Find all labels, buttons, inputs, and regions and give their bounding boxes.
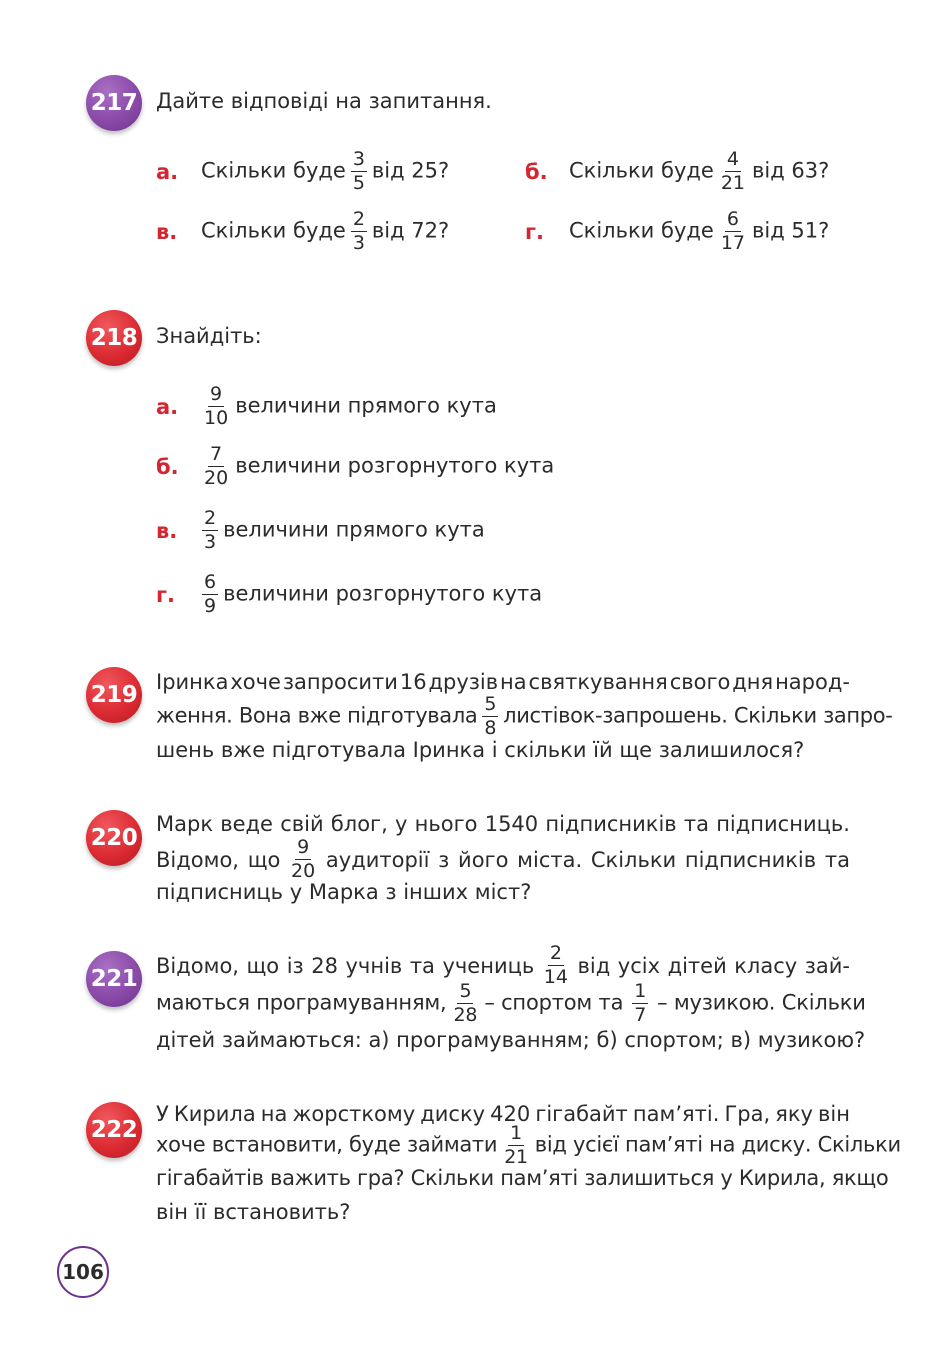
denominator: 3 (352, 232, 365, 254)
word: 16 (399, 670, 427, 694)
numerator: 1 (510, 1122, 522, 1144)
item-text: від 72? (371, 218, 450, 243)
fraction (351, 150, 367, 193)
problem-221-line-1 (156, 944, 850, 987)
text: хоче встановити, буде займати (156, 1132, 498, 1157)
fraction (351, 210, 367, 253)
problem-number-badge: 222 (86, 1102, 142, 1158)
text: маються програмуванням, (156, 990, 447, 1015)
item-text: величини розгорнутого кута (235, 453, 555, 478)
word: 420 (490, 1102, 531, 1126)
word: учнів (345, 953, 403, 978)
word: Відомо, (156, 953, 239, 978)
problem-number-badge: 218 (86, 310, 142, 366)
problem-220-line-3: підписниць у Марка з інших міст? (156, 880, 532, 904)
word: жорсткому (292, 1102, 416, 1126)
fraction (202, 573, 218, 616)
word: із (286, 953, 304, 978)
word: що (246, 953, 280, 978)
word: 1540 (484, 812, 539, 836)
word: Іринка (156, 670, 229, 694)
item-text: від 25? (371, 158, 450, 183)
item-text: величини прямого кута (235, 393, 497, 418)
fraction (542, 944, 570, 987)
text: – музикою. Скільки (657, 990, 866, 1015)
fraction (202, 445, 230, 488)
word: він (818, 1102, 850, 1126)
word: хоче (230, 670, 281, 694)
numerator: 6 (204, 571, 217, 593)
denominator: 5 (352, 172, 365, 194)
denominator: 20 (291, 860, 316, 882)
fraction (202, 509, 218, 552)
fraction (289, 838, 317, 881)
problem-218-item-v (197, 509, 485, 552)
problem-217-item-a (201, 150, 449, 193)
word: на (500, 670, 527, 694)
word: підписників (684, 847, 817, 872)
numerator: 9 (297, 836, 310, 858)
problem-number-badge: 217 (86, 75, 142, 131)
item-text: Скільки буде (569, 158, 714, 183)
problem-222-line-2 (156, 1124, 901, 1167)
word: його (458, 847, 509, 872)
word: свого (669, 670, 731, 694)
problem-218-item-g (197, 573, 542, 616)
problem-217-item-v (201, 210, 449, 253)
word: друзів (428, 670, 499, 694)
item-text: Скільки буде (569, 218, 714, 243)
problem-218-title: Знайдіть: (156, 324, 262, 348)
word: дня (732, 670, 774, 694)
problem-number-badge: 221 (86, 951, 142, 1007)
text: від усієї пам’яті на диску. Скільки (534, 1132, 901, 1157)
denominator: 14 (543, 966, 568, 988)
word: гігабайт (535, 1102, 628, 1126)
numerator: 9 (210, 383, 223, 405)
numerator: 2 (352, 208, 365, 230)
item-text: величини розгорнутого кута (223, 581, 543, 606)
problem-218-item-b (197, 445, 554, 488)
problem-218-item-a (197, 385, 497, 428)
item-text: величини прямого кута (223, 517, 485, 542)
item-letter: б. (156, 455, 179, 479)
denominator: 7 (634, 1004, 647, 1026)
word: міста. (517, 847, 583, 872)
numerator: 4 (726, 148, 739, 170)
word: святкування (528, 670, 668, 694)
problem-220-line-2 (156, 838, 850, 881)
item-letter: в. (156, 220, 178, 244)
word: блог, (330, 812, 388, 836)
item-text: Скільки буде (201, 218, 346, 243)
text: – спортом та (484, 990, 624, 1015)
denominator: 28 (453, 1004, 478, 1026)
fraction (482, 695, 498, 738)
word: Марк (156, 812, 214, 836)
fraction (632, 982, 648, 1025)
numerator: 7 (210, 443, 223, 465)
denominator: 8 (484, 717, 497, 739)
problem-222-line-3: гігабайтів важить гра? Скільки пам’яті залишиться у Кирила, якщо (156, 1166, 889, 1190)
problem-217-item-b (569, 150, 829, 193)
word: аудиторії (325, 847, 430, 872)
numerator: 6 (726, 208, 739, 230)
problem-219-line-2 (156, 695, 893, 738)
word: з (438, 847, 450, 872)
item-text: від 51? (752, 218, 830, 243)
numerator: 1 (634, 980, 647, 1002)
item-letter: г. (525, 220, 544, 244)
text: ження. Вона вже підготувала (156, 703, 478, 728)
word: Кирила (173, 1102, 256, 1126)
problem-222-line-4: він її встановить? (156, 1200, 351, 1224)
fraction (502, 1124, 530, 1167)
word: свій (280, 812, 324, 836)
word: 28 (311, 953, 338, 978)
word: учениць (442, 953, 535, 978)
text: листівок-запрошень. Скільки запро- (503, 703, 893, 728)
word: веде (220, 812, 273, 836)
word: від (577, 953, 611, 978)
problem-number-badge: 219 (86, 667, 142, 723)
item-text: від 63? (752, 158, 830, 183)
denominator: 3 (204, 531, 217, 553)
fraction (719, 210, 747, 253)
word: та (683, 812, 709, 836)
word: на (260, 1102, 288, 1126)
numerator: 3 (352, 148, 365, 170)
problem-222-line-1 (156, 1102, 850, 1126)
word: Гра, (724, 1102, 771, 1126)
problem-217-title: Дайте відповіді на запитання. (156, 89, 492, 113)
word: народ- (775, 670, 850, 694)
page-number: 106 (57, 1246, 109, 1298)
fraction (719, 150, 747, 193)
problem-217-item-g (569, 210, 829, 253)
word: зай- (804, 953, 850, 978)
item-letter: г. (156, 583, 175, 607)
word: підписників (545, 812, 677, 836)
item-letter: б. (525, 160, 548, 184)
word: диску (420, 1102, 486, 1126)
item-letter: а. (156, 160, 179, 184)
numerator: 5 (459, 980, 472, 1002)
word: запросити (282, 670, 398, 694)
denominator: 21 (720, 172, 745, 194)
word: у (394, 812, 408, 836)
denominator: 21 (504, 1146, 528, 1168)
word: що (247, 847, 281, 872)
item-letter: а. (156, 395, 179, 419)
word: класу (734, 953, 798, 978)
item-text: Скільки буде (201, 158, 346, 183)
problem-220-line-1 (156, 812, 850, 836)
word: та (824, 847, 850, 872)
word: дітей (667, 953, 727, 978)
problem-221-line-2 (156, 982, 866, 1025)
denominator: 10 (204, 407, 229, 429)
denominator: 20 (204, 467, 229, 489)
word: та (409, 953, 435, 978)
numerator: 2 (549, 942, 562, 964)
word: У (156, 1102, 169, 1126)
fraction (202, 385, 230, 428)
word: Відомо, (156, 847, 239, 872)
fraction (452, 982, 480, 1025)
word: усіх (617, 953, 661, 978)
word: яку (775, 1102, 813, 1126)
denominator: 9 (204, 595, 217, 617)
word: підписниць. (716, 812, 850, 836)
problem-number-badge: 220 (86, 810, 142, 866)
numerator: 2 (204, 507, 217, 529)
item-letter: в. (156, 519, 178, 543)
numerator: 5 (484, 693, 497, 715)
word: пам’яті. (632, 1102, 720, 1126)
problem-219-line-1 (156, 670, 850, 694)
problem-221-line-3: дітей займаються: а) програмуванням; б) спортом; в) музикою? (156, 1028, 866, 1052)
denominator: 17 (720, 232, 745, 254)
problem-219-line-3: шень вже підготувала Іринка і скільки їй ще залишилося? (156, 738, 805, 762)
word: нього (414, 812, 478, 836)
word: Скільки (590, 847, 677, 872)
